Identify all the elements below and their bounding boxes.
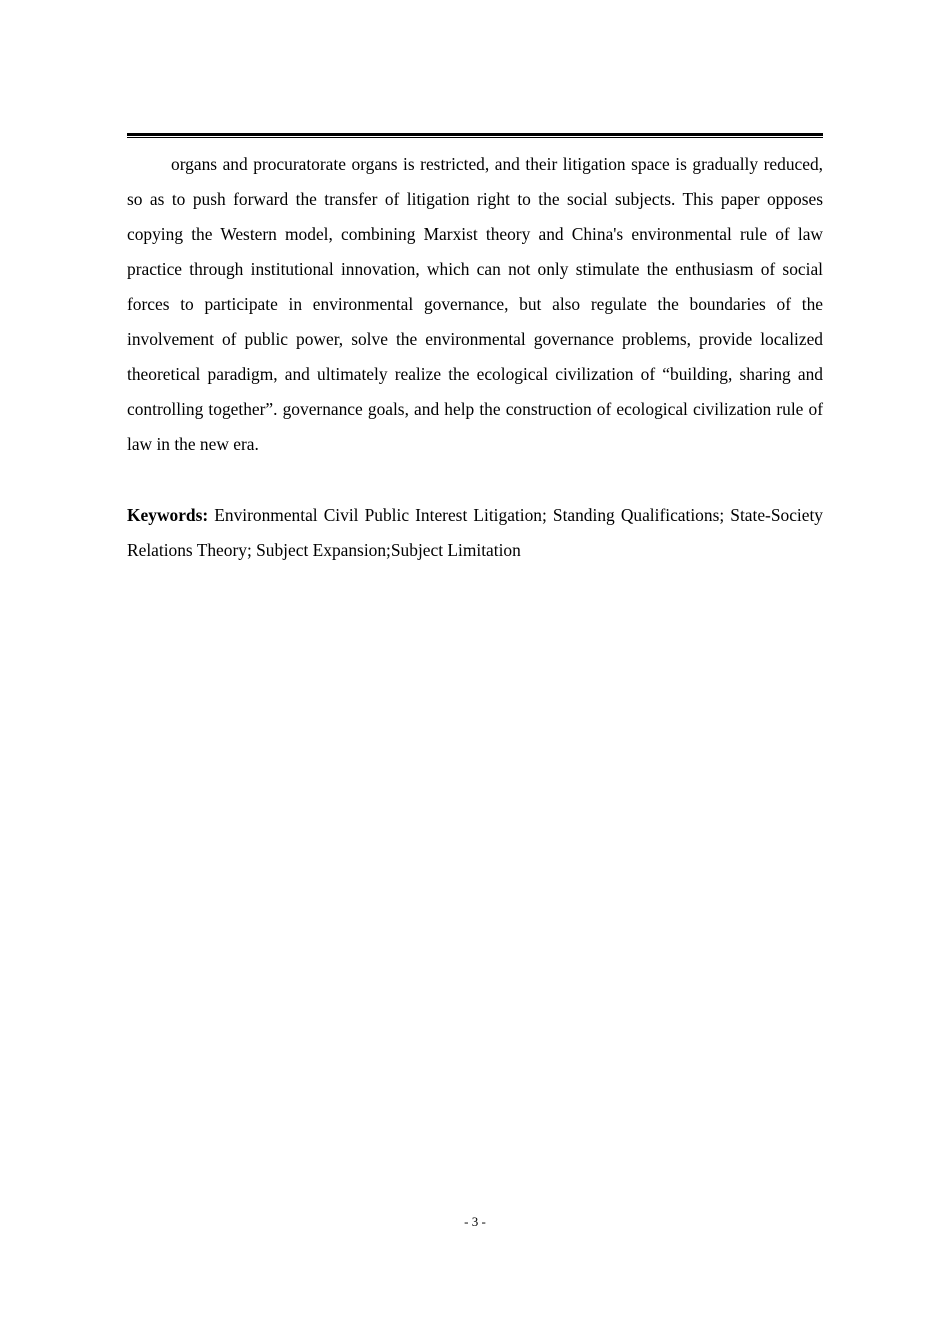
- header-double-rule: [127, 133, 823, 139]
- keywords-text: Environmental Civil Public Interest Litigation; Standing Qualifications; State-Society Relations Theory; Subject Expansion;Subject Limitation: [127, 505, 823, 560]
- header-rule-thin-line: [127, 137, 823, 138]
- header-rule-thick-line: [127, 133, 823, 136]
- abstract-continuation-text: organs and procuratorate organs is restricted, and their litigation space is gradually reduced, so as to push forward the transfer of litigation right to the social subjects. This paper opposes copying the Western model, combining Marxist theory and China's environmental rule of law practice through institutional innovation, which can not only stimulate the enthusiasm of social forces to participate in environmental governance, but also regulate the boundaries of the involvement of public power, solve the environmental governance problems, provide localized theoretical paradigm, and ultimately realize the ecological civilization of “building, sharing and controlling together”. governance goals, and help the construction of ecological civilization rule of law in the new era.: [127, 154, 823, 454]
- page-number: - 3 -: [464, 1214, 486, 1229]
- keywords-line: [127, 498, 823, 568]
- abstract-paragraph: [127, 147, 823, 462]
- keywords-label: Keywords:: [127, 505, 209, 525]
